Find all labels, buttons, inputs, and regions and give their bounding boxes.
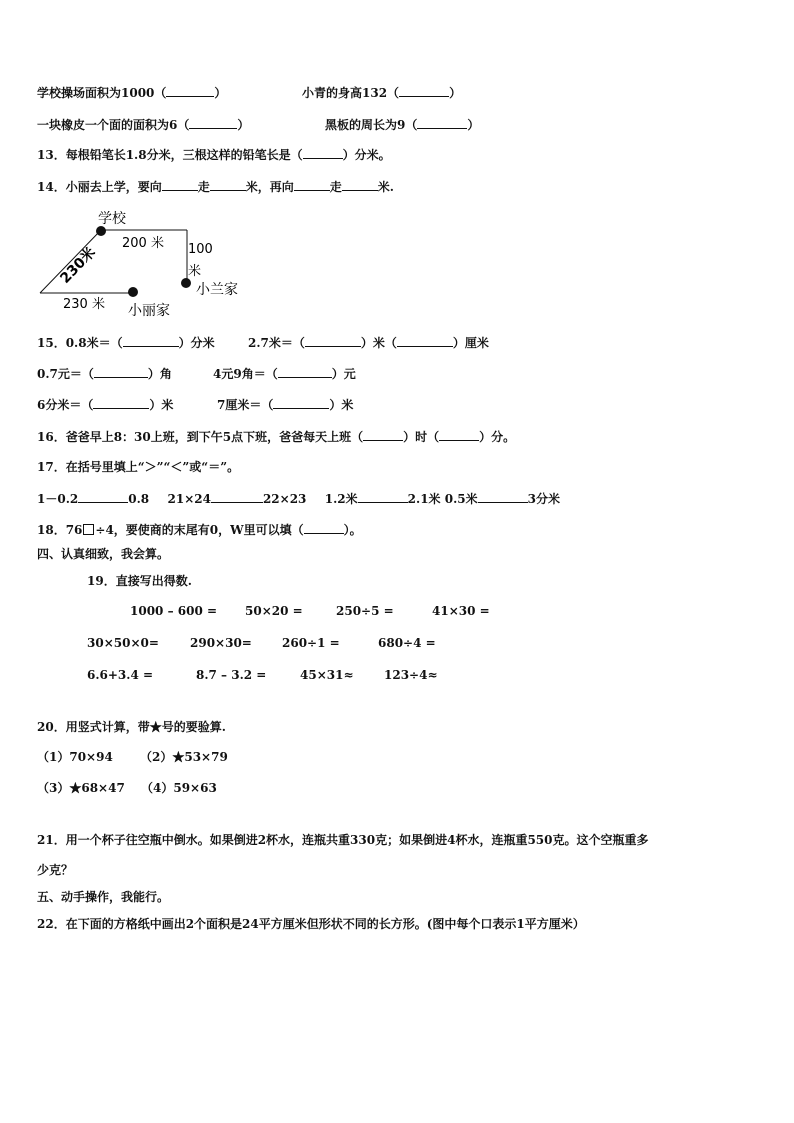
question-15-line3: 6分米＝（ ）米 <box>37 398 174 412</box>
question-18: 18．76 ÷4，要使商的末尾有0，W里可以填（ ）。 <box>37 523 362 537</box>
question-15-line2-b: 4元9角＝（ ）元 <box>213 367 356 381</box>
school-point <box>96 226 106 236</box>
answer-blank[interactable] <box>78 490 128 503</box>
route-diagram <box>0 0 794 330</box>
question-21-line2: 少克？ <box>37 863 74 877</box>
calc-item: 50×20 = <box>245 604 303 618</box>
calc-item: 30×50×0= <box>87 636 159 650</box>
question-17-title: 17．在括号里填上“＞”“＜”或“＝”。 <box>37 460 240 474</box>
answer-blank[interactable] <box>304 521 344 534</box>
vertical-calc-item: （3）★68×47 <box>37 781 125 795</box>
answer-blank[interactable] <box>123 334 179 347</box>
calc-item: 680÷4 = <box>378 636 436 650</box>
calc-item: 45×31≈ <box>300 668 354 682</box>
answer-blank[interactable] <box>211 490 263 503</box>
question-15-line3-b: 7厘米＝（ ）米 <box>217 398 354 412</box>
calc-item: 123÷4≈ <box>384 668 438 682</box>
digit-box[interactable] <box>83 524 94 535</box>
answer-blank[interactable] <box>363 428 403 441</box>
xiaolan-home-label: 小兰家 <box>196 282 238 298</box>
question-17-comparisons: 1－0.2 0.8 21×24 22×23 1.2米 2.1米 0.5米 3分米 <box>37 492 560 506</box>
calc-item: 6.6+3.4 = <box>87 668 154 682</box>
question-13: 13．每根铅笔长1.8分米，三根这样的铅笔长是（ ）分米。 <box>37 148 391 162</box>
question-15-line2: 0.7元＝（ ）角 <box>37 367 172 381</box>
answer-blank[interactable] <box>278 365 332 378</box>
answer-blank[interactable] <box>93 396 149 409</box>
right-distance-number: 100 <box>188 242 213 257</box>
question-19-title: 19．直接写出得数. <box>87 574 192 588</box>
calc-item: 260÷1 = <box>282 636 340 650</box>
calc-item: 250÷5 = <box>336 604 394 618</box>
bottom-distance-label: 230 米 <box>63 297 105 312</box>
answer-blank[interactable] <box>439 428 479 441</box>
xiaolan-home-point <box>181 278 191 288</box>
question-22: 22．在下面的方格纸中画出2个面积是24平方厘米但形状不同的长方形。(图中每个口表示1平方厘米） <box>37 917 585 931</box>
unit-question-eraser: 一块橡皮一个面的面积为6（ ） <box>37 118 250 132</box>
answer-blank[interactable] <box>273 396 329 409</box>
top-distance-label: 200 米 <box>122 236 164 251</box>
answer-blank[interactable] <box>478 490 528 503</box>
answer-blank[interactable] <box>305 334 361 347</box>
question-14: 14．小丽去上学，要向 走 米，再向 走 米. <box>37 180 394 194</box>
question-16: 16．爸爸早上8：30上班，到下午5点下班，爸爸每天上班（ ）时（ ）分。 <box>37 430 516 444</box>
unit-question-playground: 学校操场面积为1000（ ） <box>37 86 227 100</box>
question-15-line1-b: 2.7米＝（ ）米（ ）厘米 <box>248 336 489 350</box>
unit-question-height: 小青的身高132（ ） <box>302 86 462 100</box>
vertical-calc-item: （2）★53×79 <box>140 750 228 764</box>
answer-blank[interactable] <box>397 334 453 347</box>
section-4-heading: 四、认真细致，我会算。 <box>37 547 170 561</box>
question-15-line1: 15．0.8米＝（ ）分米 <box>37 336 215 350</box>
school-label: 学校 <box>98 211 126 227</box>
xiaoli-home-point <box>128 287 138 297</box>
calc-item: 290×30= <box>190 636 252 650</box>
calc-item: 1000 – 600 = <box>130 604 218 618</box>
vertical-calc-item: （4）59×63 <box>141 781 217 795</box>
calc-item: 41×30 = <box>432 604 490 618</box>
vertical-calc-item: （1）70×94 <box>37 750 113 764</box>
question-21-line1: 21．用一个杯子往空瓶中倒水。如果倒进2杯水，连瓶共重330克；如果倒进4杯水，连瓶重550克。这个空瓶重多 <box>37 833 649 847</box>
diagonal-distance-label: 230米 <box>57 244 99 287</box>
answer-blank[interactable] <box>358 490 408 503</box>
section-5-heading: 五、动手操作，我能行。 <box>37 890 170 904</box>
xiaoli-home-label: 小丽家 <box>128 303 170 319</box>
unit-question-blackboard: 黑板的周长为9（ ） <box>325 118 480 132</box>
right-distance-unit: 米 <box>188 264 202 279</box>
calc-item: 8.7 – 3.2 = <box>196 668 267 682</box>
question-20-title: 20．用竖式计算，带★号的要验算. <box>37 720 226 734</box>
answer-blank[interactable] <box>94 365 148 378</box>
